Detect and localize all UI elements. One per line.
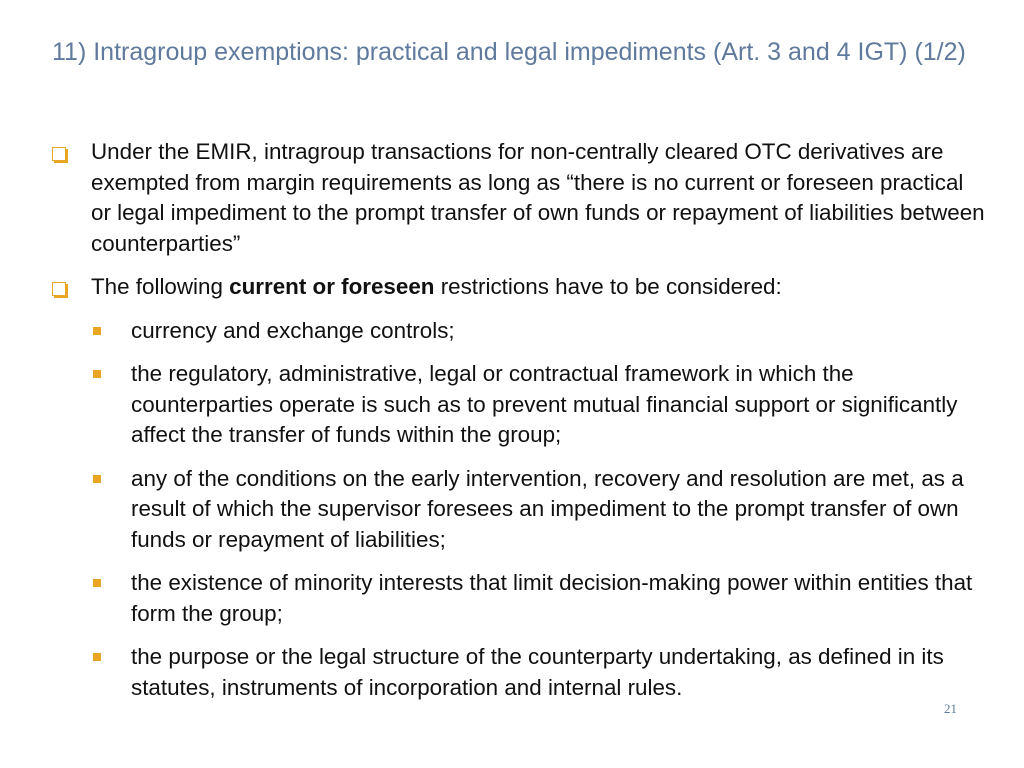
bullet-text: Under the EMIR, intragroup transactions for non-centrally cleared OTC derivatives are exempted from margin requirements as long as “there is no current or foreseen practical or legal impediment to the prompt transfer of own funds or repayment of liabilities between counterparties”: [91, 139, 985, 256]
sub-bullet-text: any of the conditions on the early intervention, recovery and resolution are met, as a result of which the supervisor foresees an impediment to the prompt transfer of own funds or repayment of liabilities;: [131, 465, 964, 552]
sub-bullet-item: [48, 464, 988, 556]
sub-bullet-text: currency and exchange controls;: [131, 317, 455, 343]
sub-bullet-text: the existence of minority interests that limit decision-making power within entities that form the group;: [131, 570, 973, 626]
sub-bullet-text: the purpose or the legal structure of the counterparty undertaking, as defined in its statutes, instruments of incorporation and internal rules.: [131, 644, 944, 700]
bullet-text-part: The following: [91, 274, 230, 299]
sub-bullet-item: [48, 568, 988, 629]
hollow-square-bullet-icon: [52, 147, 66, 161]
filled-square-bullet-icon: [93, 653, 101, 661]
filled-square-bullet-icon: [93, 370, 101, 378]
slide-title: 11) Intragroup exemptions: practical and legal impediments (Art. 3 and 4 IGT) (1/2): [52, 38, 966, 66]
sub-bullet-item: [48, 359, 988, 451]
slide-body: [48, 137, 988, 716]
hollow-square-bullet-icon: [52, 282, 66, 296]
page-number: 21: [944, 701, 957, 716]
filled-square-bullet-icon: [93, 327, 101, 335]
sub-bullet-item: [48, 316, 988, 347]
bullet-item: [48, 272, 988, 303]
bullet-text-part: restrictions have to be considered:: [434, 274, 782, 299]
sub-bullet-item: [48, 642, 988, 703]
filled-square-bullet-icon: [93, 579, 101, 587]
bullet-text: [91, 274, 782, 299]
bullet-text-emphasis: current or foreseen: [229, 274, 435, 299]
sub-bullet-text: the regulatory, administrative, legal or contractual framework in which the counterparties operate is such as to prevent mutual financial support or significantly affect the transfer of funds within the group;: [131, 361, 958, 447]
bullet-item: [48, 137, 988, 259]
filled-square-bullet-icon: [93, 475, 101, 483]
